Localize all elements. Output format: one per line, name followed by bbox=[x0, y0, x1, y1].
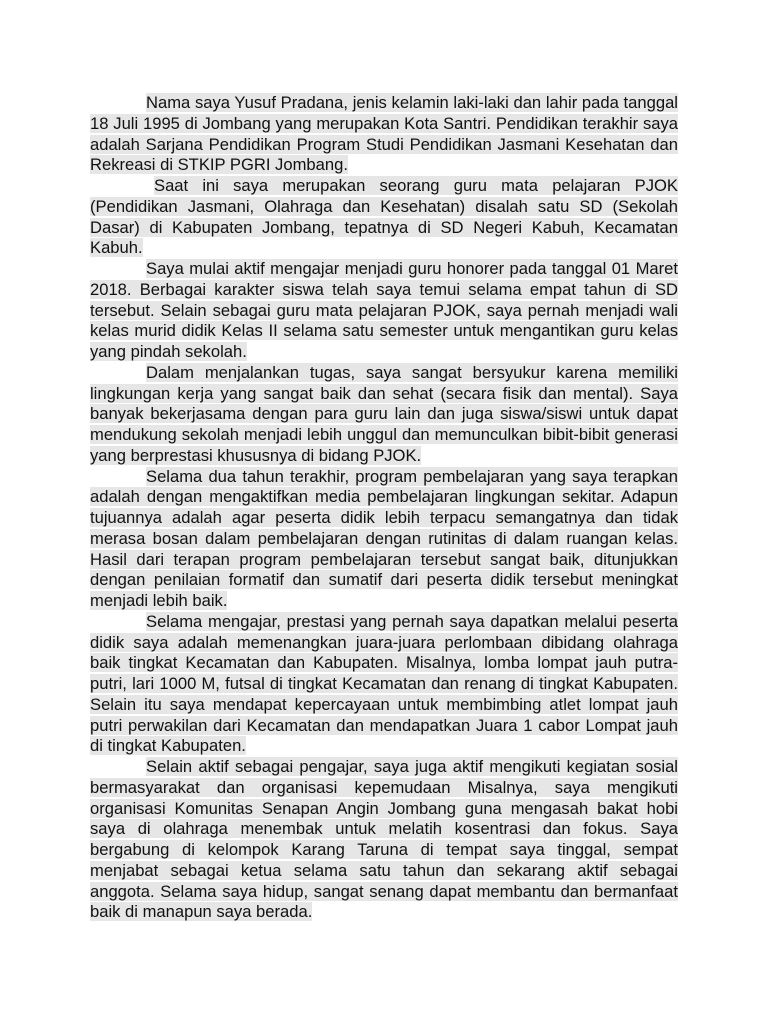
paragraph-2-text: Saat ini saya merupakan seorang guru mata pelajaran PJOK (Pendidikan Jasmani, Olahraga dan Kesehatan) disalah satu SD (Sekolah Dasar) di Kabupaten Jombang, tepatnya di SD Negeri Kabuh, Kecamatan Kabuh. bbox=[90, 176, 678, 258]
paragraph-6 bbox=[90, 612, 678, 757]
paragraph-6-text: Selama mengajar, prestasi yang pernah saya dapatkan melalui peserta didik saya adalah memenangkan juara-juara perlombaan dibidang olahraga baik tingkat Kecamatan dan Kabupaten. Misalnya, lomba lompat jauh putra-putri, lari 1000 M, futsal di tingkat Kecamatan dan renang di tingkat Kabupaten. Selain itu saya mendapat kepercayaan untuk membimbing atlet lompat jauh putri perwakilan dari Kecamatan dan mendapatkan Juara 1 cabor Lompat jauh di tingkat Kabupaten. bbox=[90, 611, 678, 756]
body-text bbox=[90, 93, 678, 923]
paragraph-4-text: Dalam menjalankan tugas, saya sangat bersyukur karena memiliki lingkungan kerja yang sangat baik dan sehat (secara fisik dan mental). Saya banyak bekerjasama dengan para guru lain dan juga siswa/siswi untuk dapat mendukung sekolah menjadi lebih unggul dan memunculkan bibit-bibit generasi yang berprestasi khususnya di bidang PJOK. bbox=[90, 362, 678, 465]
paragraph-5 bbox=[90, 467, 678, 612]
paragraph-7 bbox=[90, 757, 678, 923]
paragraph-7-text: Selain aktif sebagai pengajar, saya juga aktif mengikuti kegiatan sosial bermasyarakat dan organisasi kepemudaan Misalnya, saya mengikuti organisasi Komunitas Senapan Angin Jombang guna mengasah bakat hobi saya di olahraga menembak untuk melatih kosentrasi dan fokus. Saya bergabung di kelompok Karang Taruna di tempat saya tinggal, sempat menjabat sebagai ketua selama satu tahun dan sekarang aktif sebagai anggota. Selama saya hidup, sangat senang dapat membantu dan bermanfaat baik di manapun saya berada. bbox=[90, 757, 678, 922]
paragraph-5-text: Selama dua tahun terakhir, program pembelajaran yang saya terapkan adalah dengan mengaktifkan media pembelajaran lingkungan sekitar. Adapun tujuannya adalah agar peserta didik lebih terpacu semangatnya dan tidak merasa bosan dalam pembelajaran dengan rutinitas di dalam ruangan kelas. Hasil dari terapan program pembelajaran tersebut sangat baik, ditunjukkan dengan penilaian formatif dan sumatif dari peserta didik tersebut meningkat menjadi lebih baik. bbox=[90, 466, 678, 610]
paragraph-1 bbox=[90, 93, 678, 176]
paragraph-1-text: Nama saya Yusuf Pradana, jenis kelamin laki-laki dan lahir pada tanggal 18 Juli 1995 di Jombang yang merupakan Kota Santri. Pendidikan terakhir saya adalah Sarjana Pendidikan Program Studi Pendidikan Jasmani Kesehatan dan Rekreasi di STKIP PGRI Jombang. bbox=[90, 93, 678, 175]
paragraph-4 bbox=[90, 363, 678, 467]
paragraph-3-text: Saya mulai aktif mengajar menjadi guru honorer pada tanggal 01 Maret 2018. Berbagai karakter siswa telah saya temui selama empat tahun di SD tersebut. Selain sebagai guru mata pelajaran PJOK, saya pernah menjadi wali kelas murid didik Kelas II selama satu semester untuk mengantikan guru kelas yang pindah sekolah. bbox=[90, 259, 678, 361]
paragraph-3 bbox=[90, 259, 678, 363]
paragraph-2 bbox=[90, 176, 678, 259]
